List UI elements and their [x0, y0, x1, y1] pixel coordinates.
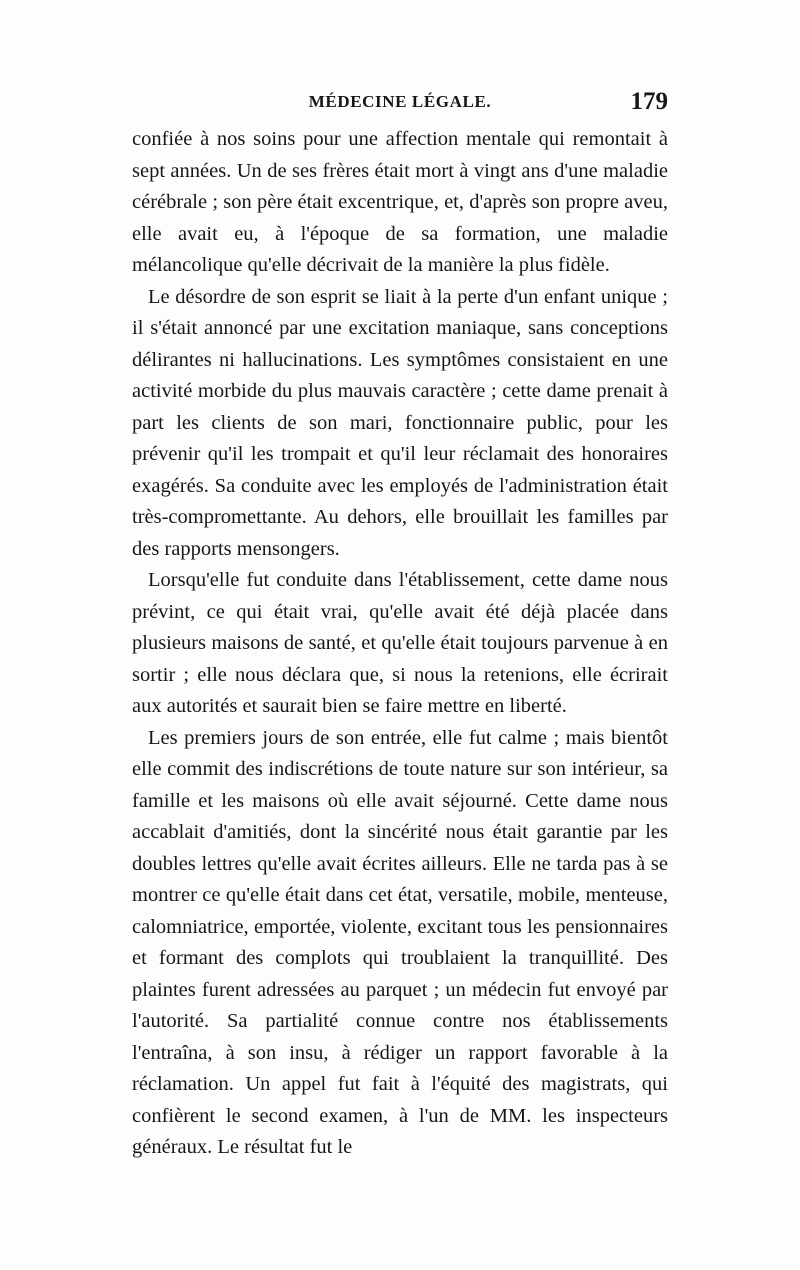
- paragraph: Le désordre de son esprit se liait à la perte d'un enfant unique ; il s'était annoncé par une excitation maniaque, sans conceptions délirantes ni hallucinations. Les symptômes consistaient en une activité morbide du plus mauvais caractère ; cette dame prenait à part les clients de son mari, fonctionnaire public, pour les prévenir qu'il les trompait et qu'il leur réclamait des honoraires exagérés. Sa conduite avec les employés de l'administration était très-compromettante. Au dehors, elle brouillait les familles par des rapports mensongers.: [132, 285, 668, 560]
- paragraph-continuation: confiée à nos soins pour une affection mentale qui remontait à sept années. Un de ses frères était mort à vingt ans d'une maladie cérébrale ; son père était excentrique, et, d'après son propre aveu, elle avait eu, à l'époque de sa formation, une maladie mélancolique qu'elle décrivait de la manière la plus fidèle.: [132, 128, 668, 276]
- paragraph: Lorsqu'elle fut conduite dans l'établissement, cette dame nous prévint, ce qui était vrai, qu'elle avait été déjà placée dans plusieurs maisons de santé, et qu'elle était toujours parvenue à en sortir ; elle nous déclara que, si nous la retenions, elle écrirait aux autorités et saurait bien se faire mettre en liberté.: [132, 569, 668, 717]
- running-title: MÉDECINE LÉGALE.: [308, 92, 492, 111]
- running-head: [132, 88, 668, 122]
- body-text: [132, 124, 668, 1164]
- page-number: 179: [630, 88, 668, 115]
- paragraph: Les premiers jours de son entrée, elle fut calme ; mais bientôt elle commit des indiscrétions de toute nature sur son intérieur, sa famille et les maisons où elle avait séjourné. Cette dame nous accablait d'amitiés, dont la sincérité nous était garantie par les doubles lettres qu'elle avait écrites ailleurs. Elle ne tarda pas à se montrer ce qu'elle était dans cet état, versatile, mobile, menteuse, calomniatrice, emportée, violente, excitant tous les pensionnaires et formant des complots qui troublaient la tranquillité. Des plaintes furent adressées au parquet ; un médecin fut envoyé par l'autorité. Sa partialité connue contre nos établissements l'entraîna, à son insu, à rédiger un rapport favorable à la réclamation. Un appel fut fait à l'équité des magistrats, qui confièrent le second examen, à l'un de MM. les inspecteurs généraux. Le résultat fut le: [132, 726, 668, 1158]
